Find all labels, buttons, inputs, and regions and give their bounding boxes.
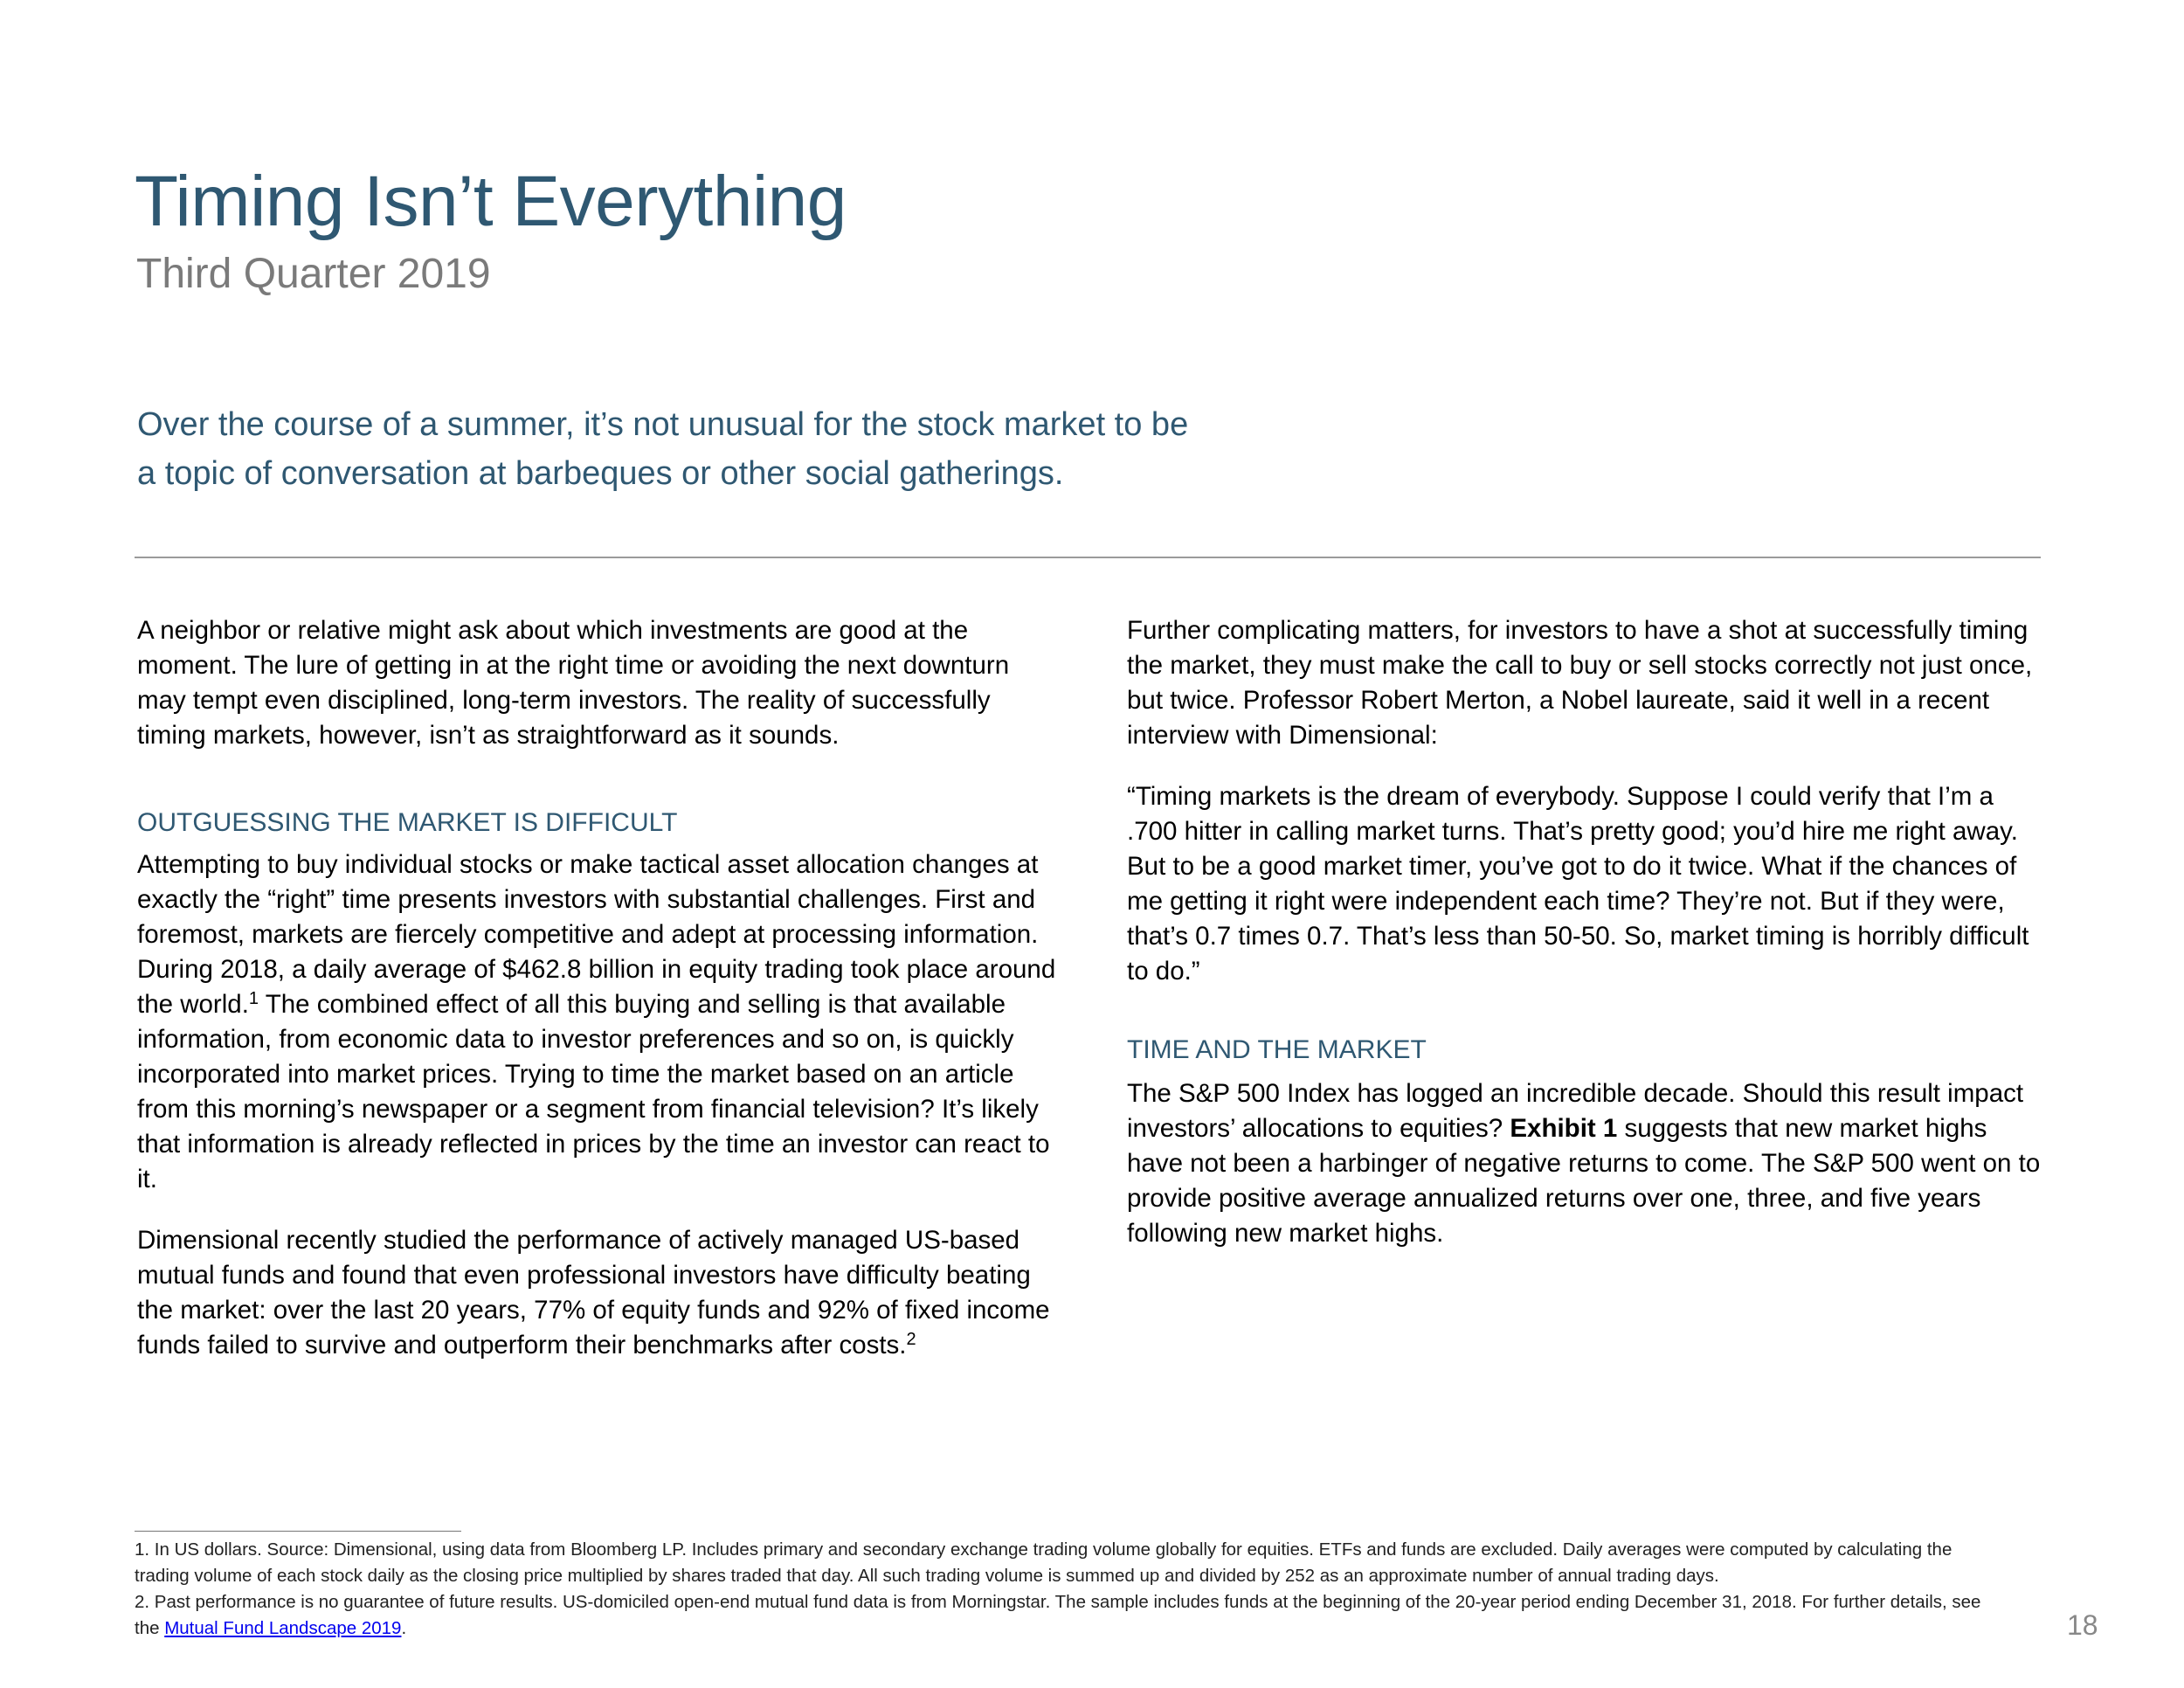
page-number: 18 (2067, 1609, 2098, 1641)
left-paragraph-3-text: Dimensional recently studied the performance of actively managed US-based mutual funds and found that even professional investors have difficulty beating the market: over the last 20 years, 77% of equity funds and 92% of fixed income funds failed to survive and outperform their benchmarks after costs. (137, 1226, 1050, 1359)
merton-quote: “Timing markets is the dream of everybody. Suppose I could verify that I’m a .700 hitter in calling market turns. That’s pretty good; you’d hire me right away. But to be a good market timer, you’ve got to do it twice. What if the chances of me getting it right were independent each time? They’re not. But if they were, that’s 0.7 times 0.7. That’s less than 50-50. So, market timing is horribly difficult to do.” (1127, 782, 2029, 986)
footnote-ref-1: 1 (248, 989, 259, 1008)
footnote-ref-2: 2 (906, 1330, 916, 1349)
left-column (137, 613, 1063, 1363)
intro-line-1: Over the course of a summer, it’s not unusual for the stock market to be (137, 406, 1189, 443)
page-subtitle: Third Quarter 2019 (136, 251, 491, 297)
left-paragraph-2-part-b: The combined effect of all this buying and selling is that available information, from economic data to investor preferences and so on, is quickly incorporated into market prices. Trying to time the market based on an article from this morning’s newspaper or a segment from financial television? It’s likely that information is already reflected in prices by the time an investor can react to it. (137, 990, 1050, 1193)
left-paragraph-2 (137, 847, 1063, 1197)
left-paragraph-1: A neighbor or relative might ask about which investments are good at the moment. The lure of getting in at the right time or avoiding the next downturn may tempt even disciplined, long-term investors. The reality of successfully timing markets, however, isn’t as straightforward as it sounds. (137, 616, 1010, 750)
heading-time-and-market: TIME AND THE MARKET (1127, 1035, 1427, 1064)
right-paragraph-3-part-a: The S&P 500 Index has logged an incredible decade. Should this result impact investors’ allocations to equities? (1127, 1079, 2024, 1143)
footnote-2 (135, 1589, 1987, 1642)
footnote-2-text: 2. Past performance is no guarantee of future results. US-domiciled open-end mutual fund data is from Morningstar. The sample includes funds at the beginning of the 20-year period ending December 31, 2018. For further details, see the (135, 1592, 1981, 1638)
intro-lead (137, 400, 1273, 498)
right-column (1127, 613, 2044, 1251)
left-paragraph-2-part-a: Attempting to buy individual stocks or make tactical asset allocation changes at exactly the “right” time presents investors with substantial challenges. First and foremost, markets are fiercely competitive and adept at processing information. During 2018, a daily average of $462.8 billion in equity trading took place around the world. (137, 850, 1056, 1019)
right-paragraph-3-part-b: suggests that new market highs have not been a harbinger of negative returns to come. The S&P 500 went on to provide positive average annualized returns over one, three, and five years following new market highs. (1127, 1114, 2041, 1248)
right-paragraph-3 (1127, 1076, 2044, 1251)
right-paragraph-1: Further complicating matters, for investors to have a shot at successfully timing the market, they must make the call to buy or sell stocks correctly not just once, but twice. Professor Robert Merton, a Nobel laureate, said it well in a recent interview with Dimensional: (1127, 616, 2033, 750)
footnote-1: 1. In US dollars. Source: Dimensional, using data from Bloomberg LP. Includes primary and secondary exchange trading volume globally for equities. ETFs and funds are excluded. Daily averages were computed by calculating the trading volume of each stock daily as the closing price multiplied by shares traded that day. All such trading volume is summed up and divided by 252 as an approximate number of annual trading days. (135, 1539, 1952, 1586)
mutual-fund-landscape-link[interactable]: Mutual Fund Landscape 2019 (164, 1618, 402, 1638)
footnotes (135, 1537, 1987, 1642)
exhibit-reference: Exhibit 1 (1510, 1114, 1618, 1143)
heading-outguessing: OUTGUESSING THE MARKET IS DIFFICULT (137, 808, 678, 837)
footnote-divider (135, 1531, 461, 1532)
footnote-2-end: . (401, 1618, 407, 1638)
left-paragraph-3 (137, 1223, 1063, 1363)
intro-line-2: a topic of conversation at barbeques or other social gatherings. (137, 455, 1064, 492)
section-divider (135, 557, 2041, 558)
page-title: Timing Isn’t Everything (135, 162, 847, 241)
